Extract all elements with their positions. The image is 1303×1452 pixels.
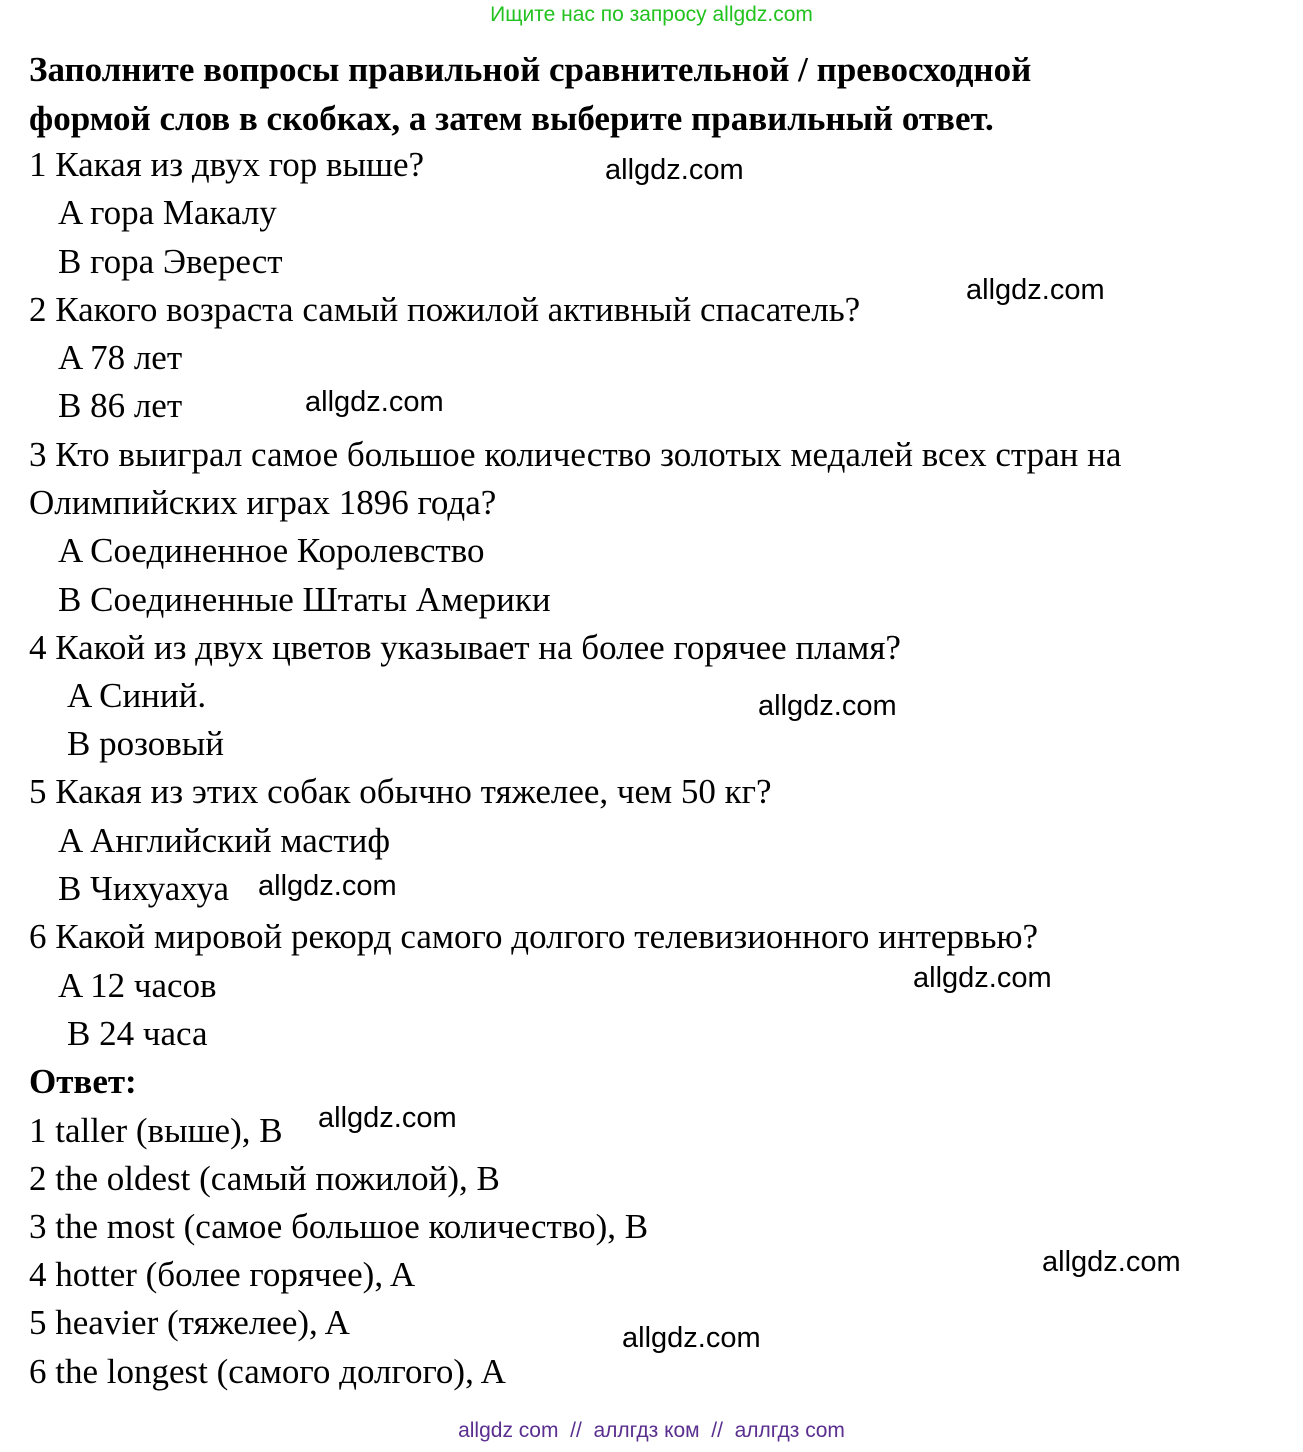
answer-5: 5 heavier (тяжелее), A: [29, 1303, 350, 1342]
watermark: allgdz.com: [913, 962, 1052, 994]
task-title-line-2: формой слов в скобках, а затем выберите правильный ответ.: [29, 99, 994, 138]
watermark: allgdz.com: [622, 1322, 761, 1354]
answer-heading: Ответ:: [29, 1062, 137, 1101]
footer-links[interactable]: allgdz com // аллгдз ком // аллгдз com: [458, 1419, 845, 1442]
answer-3: 3 the most (самое большое количество), B: [29, 1207, 649, 1246]
watermark: allgdz.com: [305, 386, 444, 418]
question-6: 6 Какой мировой рекорд самого долгого телевизионного интервью?: [29, 917, 1039, 956]
question-3-option-a: A Соединенное Королевство: [58, 531, 485, 570]
watermark: allgdz.com: [258, 870, 397, 902]
question-3-option-b: B Соединенные Штаты Америки: [58, 580, 551, 619]
question-5-option-b: B Чихуахуа: [58, 869, 230, 908]
watermark: allgdz.com: [758, 690, 897, 722]
question-4: 4 Какой из двух цветов указывает на более горячее пламя?: [29, 628, 901, 667]
watermark: allgdz.com: [318, 1102, 457, 1134]
watermark: allgdz.com: [1042, 1246, 1181, 1278]
question-6-option-b: B 24 часа: [67, 1014, 208, 1053]
question-3-line-2: Олимпийских играх 1896 года?: [29, 483, 497, 522]
watermark: allgdz.com: [605, 154, 744, 186]
question-1: 1 Какая из двух гор выше?: [29, 145, 425, 184]
question-3-line-1: 3 Кто выиграл самое большое количество золотых медалей всех стран на: [29, 435, 1122, 474]
question-5-option-a: A Английский мастиф: [58, 821, 391, 860]
question-4-option-b: B розовый: [67, 724, 224, 763]
answer-6: 6 the longest (самого долгого), A: [29, 1352, 506, 1391]
top-banner[interactable]: Ищите нас по запросу allgdz.com: [490, 3, 813, 26]
question-6-option-a: A 12 часов: [58, 966, 217, 1005]
question-1-option-b: B гора Эверест: [58, 242, 283, 281]
question-4-option-a: A Синий.: [67, 676, 207, 715]
task-title-line-1: Заполните вопросы правильной сравнительной / превосходной: [29, 50, 1032, 89]
watermark: allgdz.com: [966, 274, 1105, 306]
question-5: 5 Какая из этих собак обычно тяжелее, чем 50 кг?: [29, 772, 772, 811]
answer-2: 2 the oldest (самый пожилой), B: [29, 1159, 500, 1198]
question-1-option-a: A гора Макалу: [58, 193, 277, 232]
answer-4: 4 hotter (более горячее), A: [29, 1255, 416, 1294]
answer-1: 1 taller (выше), B: [29, 1111, 283, 1150]
question-2-option-a: A 78 лет: [58, 338, 183, 377]
question-2: 2 Какого возраста самый пожилой активный спасатель?: [29, 290, 861, 329]
question-2-option-b: B 86 лет: [58, 386, 183, 425]
